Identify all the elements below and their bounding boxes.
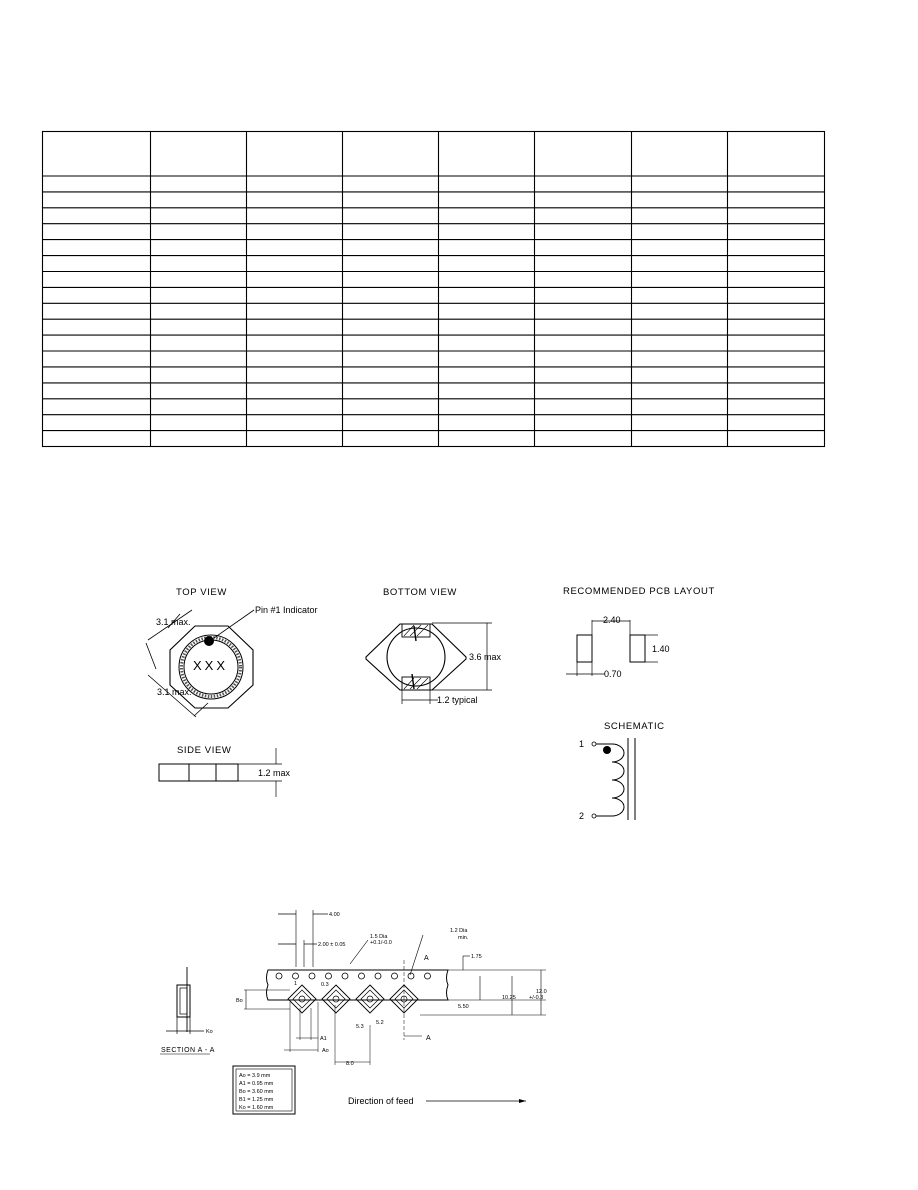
tape-pockets bbox=[288, 985, 418, 1013]
sprocket-hole bbox=[342, 973, 348, 979]
tape-sprocket-tol: +0.1/-0.0 bbox=[370, 940, 392, 946]
pocket-inner bbox=[327, 990, 345, 1008]
component-pocket bbox=[288, 985, 316, 1013]
pcb-layout bbox=[563, 586, 715, 679]
inductor-coil bbox=[596, 744, 624, 816]
component-pocket bbox=[322, 985, 350, 1013]
mechanical-drawings bbox=[0, 470, 918, 1190]
top-view bbox=[146, 587, 318, 717]
pocket-hole bbox=[299, 996, 305, 1002]
tape-dim-1025: 10.25 bbox=[502, 995, 516, 1001]
tape-pin-mark: 1 bbox=[294, 981, 298, 987]
sprocket-hole bbox=[309, 973, 315, 979]
legend-bo: Bo = 3.60 mm bbox=[239, 1089, 274, 1095]
section-mark-top: A bbox=[424, 955, 429, 962]
sprocket-hole bbox=[408, 973, 414, 979]
pocket-hole bbox=[367, 996, 373, 1002]
side-view bbox=[159, 745, 291, 797]
pcb-pad-width-dim: 0.70 bbox=[604, 669, 622, 679]
tape-dim-400: 4.00 bbox=[329, 912, 340, 918]
tape-width-tol: +/-0.3 bbox=[529, 995, 544, 1001]
top-view-title: TOP VIEW bbox=[176, 587, 227, 598]
tape-dim-200: 2.00 ± 0.05 bbox=[318, 942, 346, 948]
top-marking: XXX bbox=[193, 658, 229, 673]
tape-width: 12.0 bbox=[536, 989, 547, 995]
tape-drawing bbox=[160, 910, 547, 1114]
tape-pocket-min: min. bbox=[458, 935, 469, 941]
section-title: SECTION A - A bbox=[161, 1047, 215, 1054]
side-view-title: SIDE VIEW bbox=[177, 745, 232, 756]
side-height-dim: 1.2 max bbox=[258, 768, 291, 778]
tape-sprocket-dia: 1.5 Dia bbox=[370, 934, 388, 940]
feed-direction-label: Direction of feed bbox=[348, 1096, 414, 1106]
schematic bbox=[579, 721, 665, 821]
sprocket-hole bbox=[375, 973, 381, 979]
sprocket-hole bbox=[276, 973, 282, 979]
tape-a1-label: A1 bbox=[320, 1036, 327, 1042]
pin1-indicator-label: Pin #1 Indicator bbox=[255, 605, 318, 615]
pin1-indicator-dot bbox=[204, 636, 214, 646]
tape-dim-53: 5.3 bbox=[356, 1024, 364, 1030]
bottom-pad-dim: 1.2 typical bbox=[437, 695, 478, 705]
tape-ao-label: Ao bbox=[322, 1048, 329, 1054]
tape-dim-175: 1.75 bbox=[471, 954, 482, 960]
sprocket-hole bbox=[359, 973, 365, 979]
pocket-inner bbox=[361, 990, 379, 1008]
sprocket-holes bbox=[276, 973, 431, 979]
bottom-height-dim: 3.6 max bbox=[469, 652, 502, 662]
schematic-pin2: 2 bbox=[579, 811, 585, 821]
tape-pocket-dia: 1.2 Dia bbox=[450, 928, 468, 934]
tape-bo-label: Bo bbox=[236, 998, 243, 1004]
legend-ko: Ko = 1.60 mm bbox=[239, 1105, 274, 1111]
legend-ao: Ao = 3.9 mm bbox=[239, 1073, 271, 1079]
spec-table bbox=[0, 0, 918, 470]
sprocket-hole bbox=[425, 973, 431, 979]
pocket-hole bbox=[333, 996, 339, 1002]
sprocket-hole bbox=[293, 973, 299, 979]
tape-dim-03: 0.3 bbox=[321, 982, 329, 988]
pcb-pitch-dim: 2.40 bbox=[603, 615, 621, 625]
component-pocket bbox=[356, 985, 384, 1013]
pcb-layout-title: RECOMMENDED PCB LAYOUT bbox=[563, 586, 715, 597]
section-mark-bottom: A bbox=[426, 1035, 431, 1042]
legend-b1: B1 = 1.25 mm bbox=[239, 1097, 274, 1103]
bottom-view-title: BOTTOM VIEW bbox=[383, 587, 457, 598]
top-dim-upper: 3.1 max. bbox=[156, 617, 191, 627]
sprocket-hole bbox=[326, 973, 332, 979]
tape-dim-52: 5.2 bbox=[376, 1020, 384, 1026]
tape-dim-550: 5.50 bbox=[458, 1004, 469, 1010]
legend-a1: A1 = 0.95 mm bbox=[239, 1081, 274, 1087]
top-dim-lower: 3.1 max. bbox=[157, 687, 192, 697]
tape-pitch-dim: 8.0 bbox=[346, 1061, 354, 1067]
bottom-view bbox=[366, 587, 502, 705]
polarity-dot bbox=[603, 746, 611, 754]
schematic-pin1: 1 bbox=[579, 739, 585, 749]
schematic-title: SCHEMATIC bbox=[604, 721, 665, 732]
pocket-inner bbox=[293, 990, 311, 1008]
pcb-pad-height-dim: 1.40 bbox=[652, 644, 670, 654]
tape-ko-label: Ko bbox=[206, 1029, 213, 1035]
sprocket-hole bbox=[392, 973, 398, 979]
